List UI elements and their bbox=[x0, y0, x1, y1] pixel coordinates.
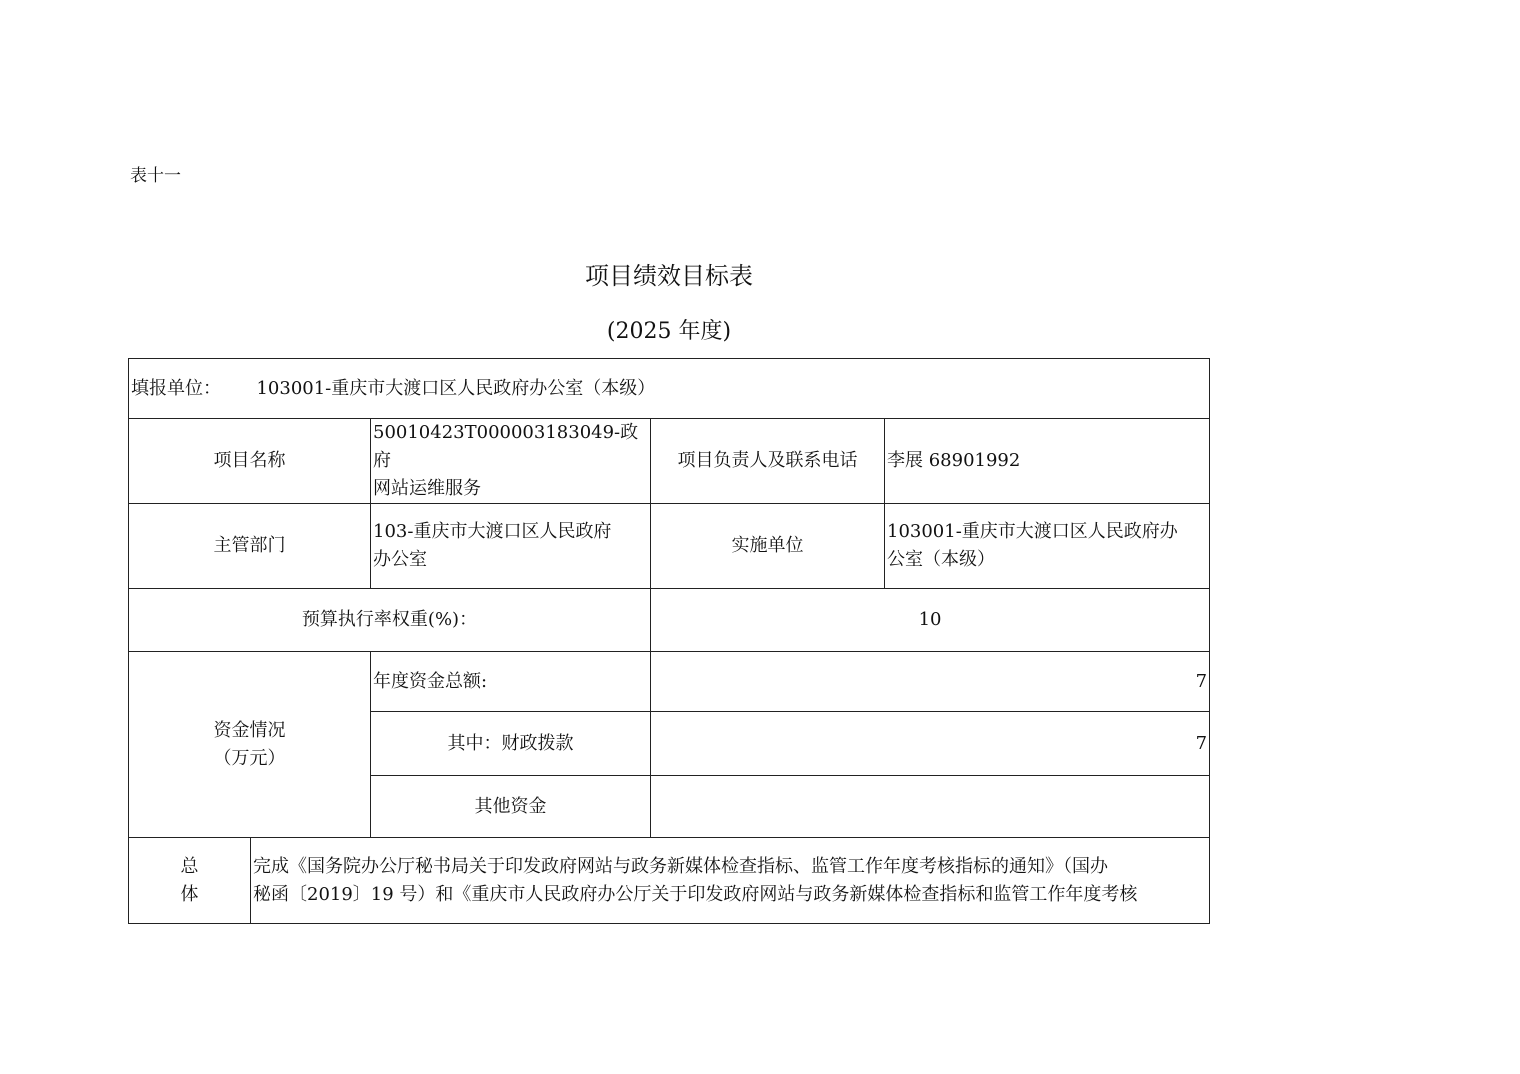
overall-goal-row bbox=[129, 838, 1210, 924]
project-name-line2: 网站运维服务 bbox=[373, 478, 481, 499]
document-year: (2025 年度) bbox=[606, 319, 732, 344]
overall-goal-label-char2: 体 bbox=[180, 883, 199, 905]
overall-goal-text bbox=[251, 838, 1210, 924]
overall-goal-line2: 秘函〔2019〕19 号）和《重庆市人民政府办公厅关于印发政府网站与政务新媒体检查指标和监管工作年度考核 bbox=[253, 883, 1138, 905]
department-value bbox=[371, 504, 651, 589]
implementing-unit-value bbox=[885, 504, 1210, 589]
department-row bbox=[129, 504, 1210, 589]
budget-weight-value: 10 bbox=[651, 589, 1210, 652]
funds-total-value: 7 bbox=[651, 652, 1210, 712]
filing-unit-value: 103001-重庆市大渡口区人民政府办公室（本级） bbox=[256, 377, 656, 399]
document-title: 项目绩效目标表 bbox=[585, 262, 753, 290]
funds-other-label: 其他资金 bbox=[371, 776, 651, 838]
funds-total-row bbox=[129, 652, 1210, 712]
implementing-unit-label: 实施单位 bbox=[651, 504, 885, 589]
project-name-line1: 50010423T000003183049-政府 bbox=[373, 422, 639, 471]
filing-unit-label: 填报单位： bbox=[131, 377, 221, 399]
department-line2: 办公室 bbox=[373, 549, 427, 570]
project-name-value bbox=[371, 419, 651, 504]
department-line1: 103-重庆市大渡口区人民政府 bbox=[373, 521, 612, 542]
funds-fiscal-value: 7 bbox=[651, 712, 1210, 776]
performance-target-table bbox=[128, 358, 1210, 924]
project-leader-label: 项目负责人及联系电话 bbox=[651, 419, 885, 504]
department-label: 主管部门 bbox=[129, 504, 371, 589]
implementing-unit-line1: 103001-重庆市大渡口区人民政府办 bbox=[887, 521, 1178, 542]
funds-label bbox=[129, 652, 371, 838]
funds-fiscal-label: 其中：财政拨款 bbox=[371, 712, 651, 776]
table-number: 表十一 bbox=[130, 166, 181, 186]
filing-unit-row bbox=[129, 359, 1210, 419]
project-leader-value: 李展 68901992 bbox=[885, 419, 1210, 504]
funds-other-value bbox=[651, 776, 1210, 838]
project-name-label: 项目名称 bbox=[129, 419, 371, 504]
overall-goal-line1: 完成《国务院办公厅秘书局关于印发政府网站与政务新媒体检查指标、监管工作年度考核指标的通知》（国办 bbox=[253, 855, 1108, 877]
overall-goal-label-char1: 总 bbox=[180, 855, 199, 877]
implementing-unit-line2: 公室（本级） bbox=[887, 549, 995, 570]
overall-goal-label bbox=[129, 838, 251, 924]
project-row bbox=[129, 419, 1210, 504]
funds-total-label: 年度资金总额: bbox=[371, 652, 651, 712]
funds-label-line1: 资金情况 bbox=[213, 719, 286, 741]
filing-unit-cell bbox=[129, 359, 1210, 419]
funds-label-line2: （万元） bbox=[213, 747, 286, 769]
budget-weight-row bbox=[129, 589, 1210, 652]
budget-weight-label: 预算执行率权重(%)： bbox=[129, 589, 651, 652]
